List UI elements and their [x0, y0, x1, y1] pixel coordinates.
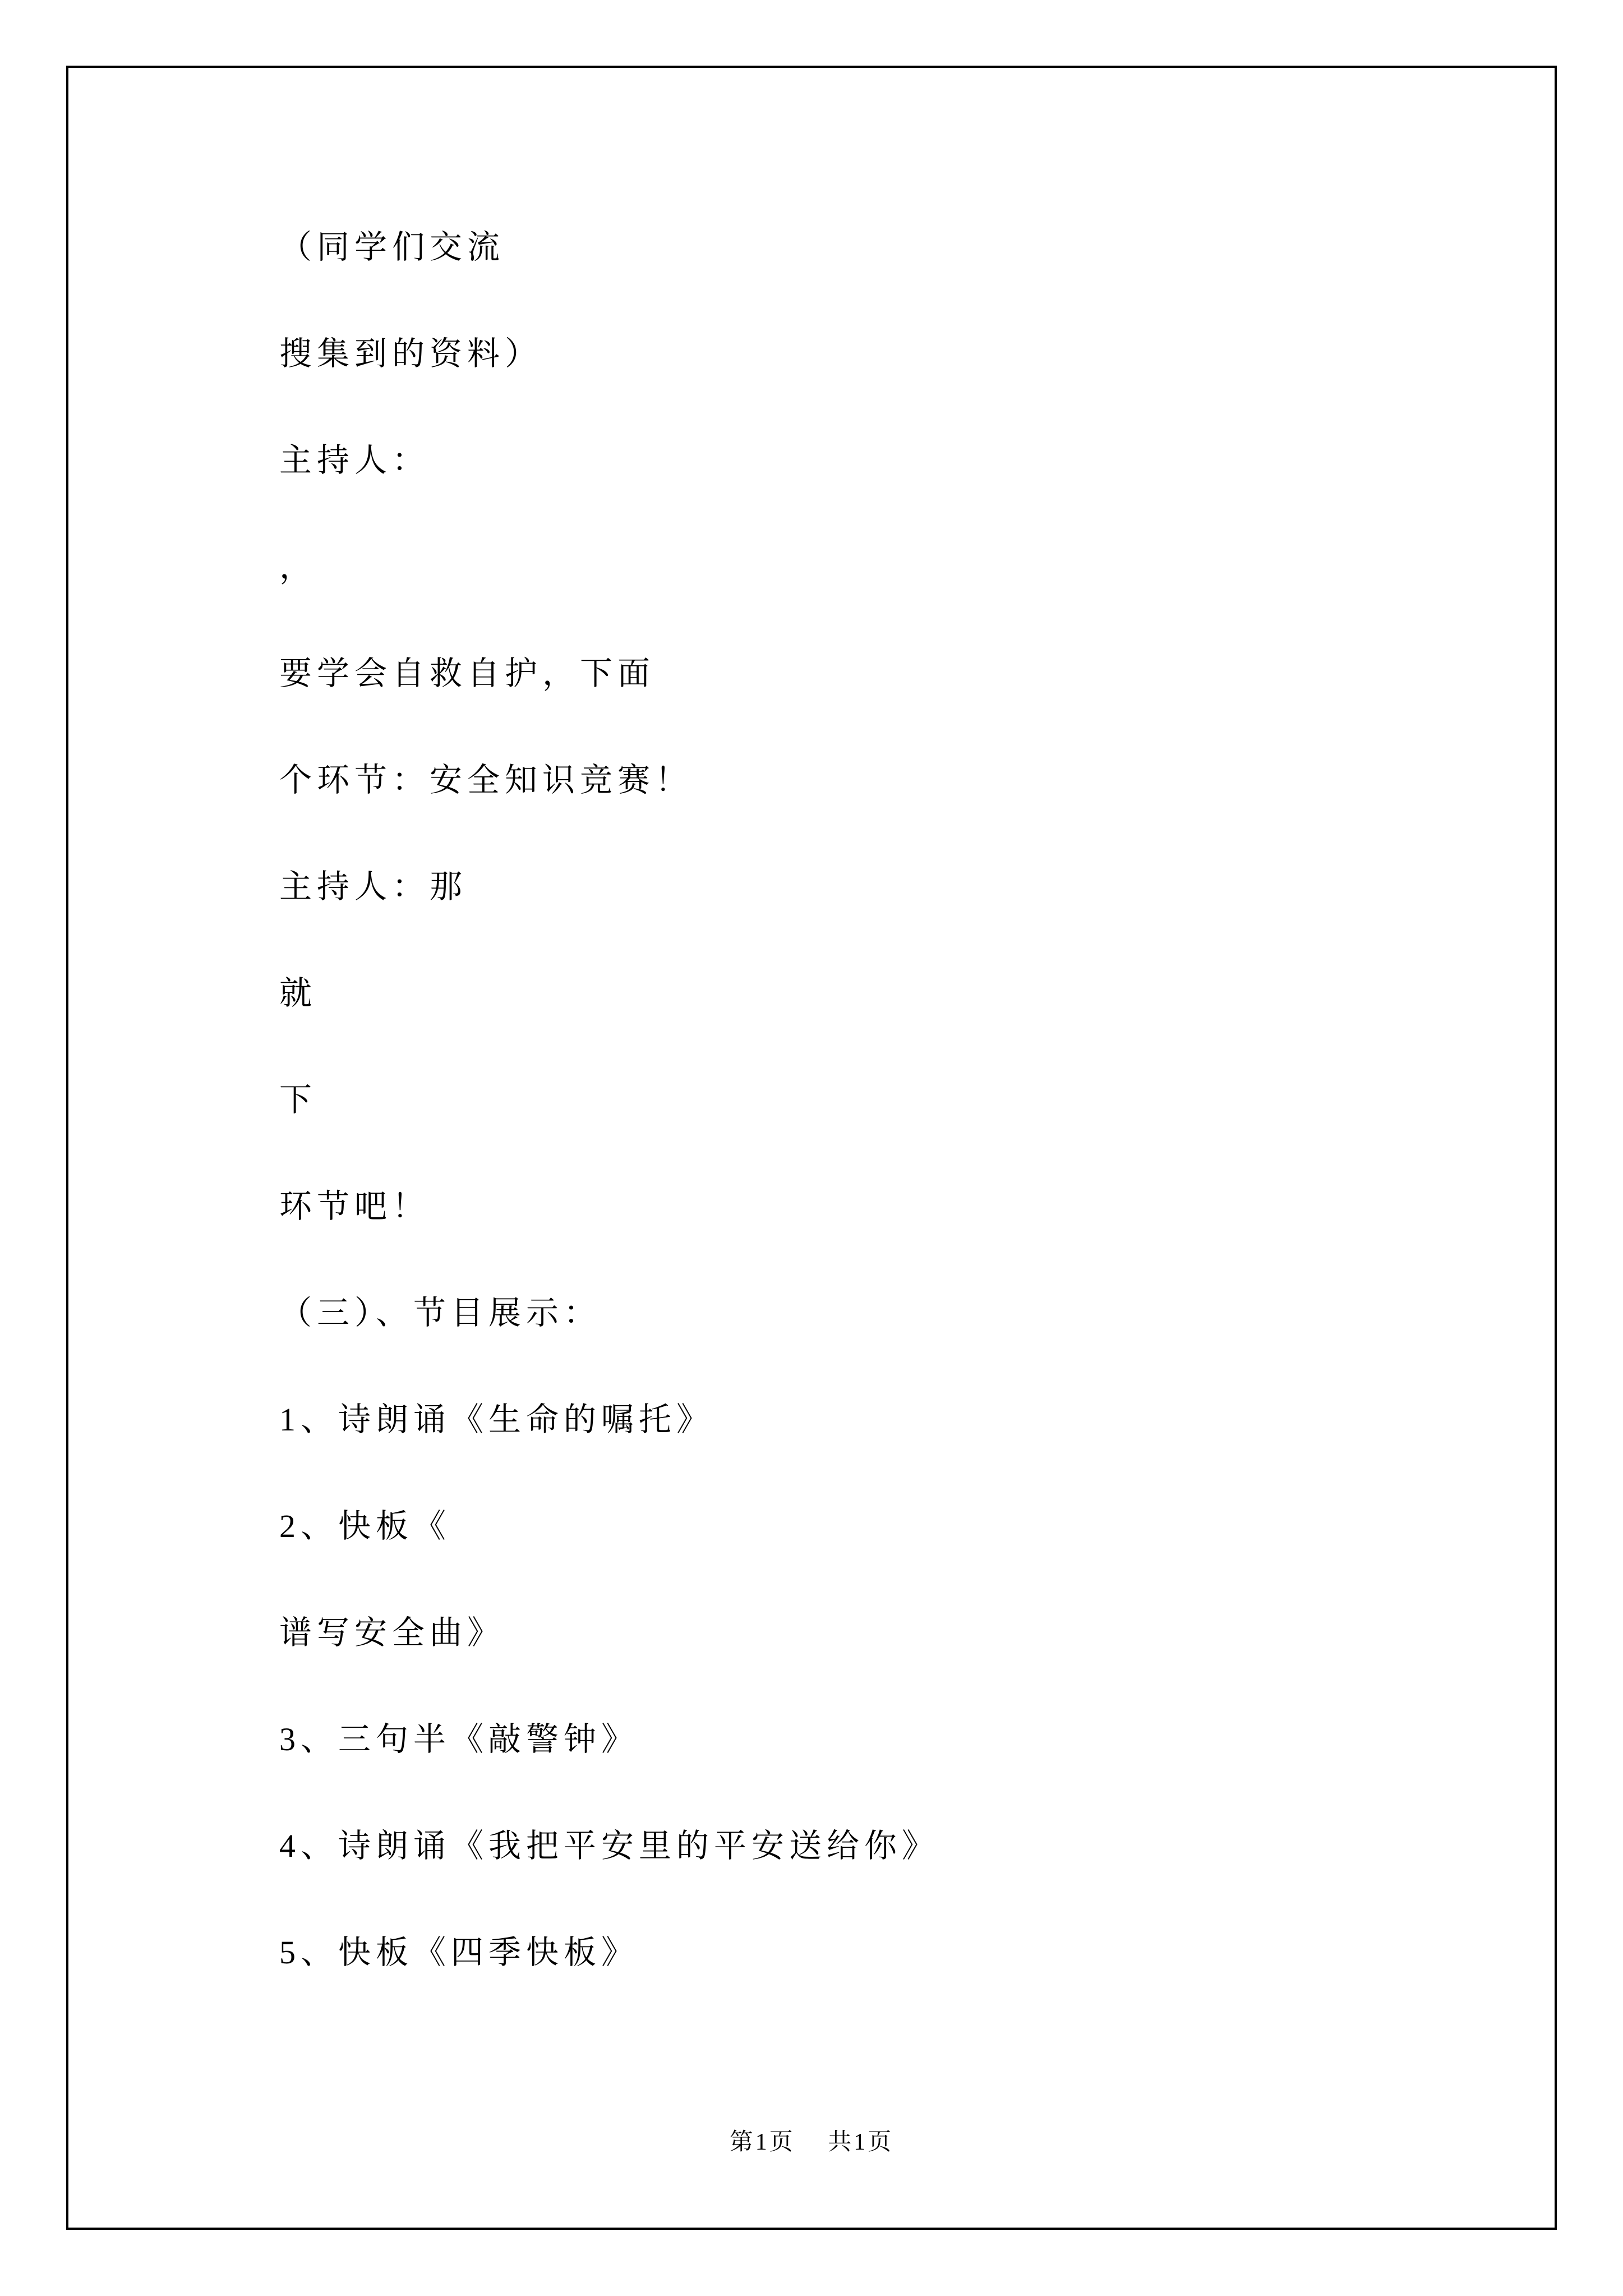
page-footer	[0, 2129, 1623, 2155]
text-line: 要学会自救自护，下面	[279, 655, 656, 692]
text-line: 2、快板《	[279, 1508, 451, 1544]
footer-page-number: 第1页	[729, 2129, 795, 2155]
text-line: 个环节：安全知识竞赛！	[279, 762, 693, 798]
text-line: （三）、节目展示：	[279, 1295, 602, 1331]
text-line: ，	[279, 549, 317, 585]
document-body	[279, 194, 1457, 2006]
text-line: 1、诗朗诵《生命的嘱托》	[279, 1401, 714, 1438]
text-line: 就	[279, 975, 317, 1011]
text-line: 主持人：	[279, 442, 430, 478]
footer-total-pages: 共1页	[828, 2129, 894, 2155]
text-line: 3、三句半《敲警钟》	[279, 1721, 639, 1757]
text-line: 下	[279, 1082, 317, 1118]
text-line: 搜集到的资料）	[279, 335, 543, 372]
text-line: 主持人：那	[279, 868, 468, 905]
text-line: 4、诗朗诵《我把平安里的平安送给你》	[279, 1828, 940, 1864]
text-line: 环节吧！	[279, 1188, 430, 1225]
text-line: （同学们交流	[279, 229, 505, 265]
text-line: 5、快板《四季快板》	[279, 1934, 639, 1971]
text-line: 谱写安全曲》	[279, 1614, 505, 1651]
